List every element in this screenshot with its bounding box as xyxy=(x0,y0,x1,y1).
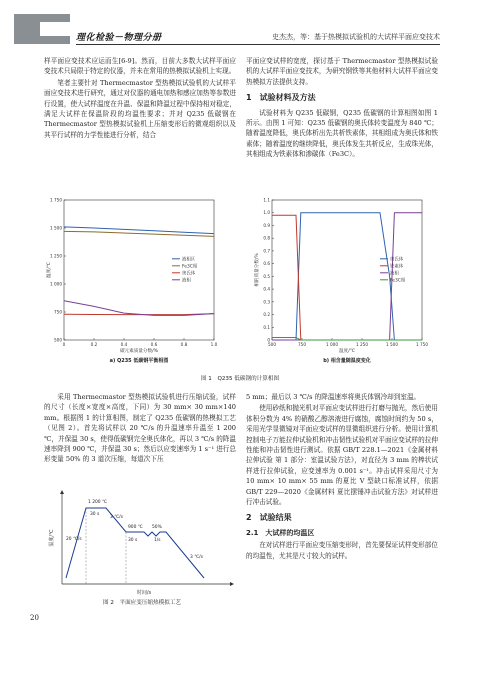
series-line xyxy=(272,213,422,340)
paragraph: 平面应变试样的宽度，探讨基于 Thermecmastor 型热模拟试验机的大试样平面应变技术，为研究钢铁等其他材料大试样平面应变热模拟方法提供支持。 xyxy=(246,57,438,86)
figure-2-caption: 图 2 平面应变压缩热模拟工艺 xyxy=(102,600,182,606)
figure-1 xyxy=(44,194,436,384)
series-line xyxy=(272,213,394,340)
series-line xyxy=(64,301,214,316)
figure-2-diagram xyxy=(44,488,240,600)
header-rule xyxy=(76,44,440,45)
x-tick-label: 0.6 xyxy=(150,342,158,347)
plot-frame xyxy=(64,200,214,340)
x-tick-label: 0.2 xyxy=(90,342,98,347)
y-tick-label: 500 xyxy=(54,337,62,343)
chart-panel-b xyxy=(253,198,428,365)
y-axis-arrow xyxy=(60,490,64,494)
series-line xyxy=(64,227,214,234)
y-tick-label: 0.3 xyxy=(263,299,270,305)
x-tick-label: 0.8 xyxy=(180,342,188,347)
legend-label: Fe3C相 xyxy=(390,278,406,284)
x-tick-label: 1 250 xyxy=(356,342,368,347)
y-tick-label: 0.1 xyxy=(263,324,270,330)
x-axis-label: 温度/℃ xyxy=(339,349,355,354)
legend-label: 奥氏体 xyxy=(182,271,196,277)
right-column-top xyxy=(246,56,438,161)
label-hold1: 30 s xyxy=(90,512,100,517)
paragraph: 试验材料为 Q235 低碳钢，Q235 低碳钢的计算相图如图 1 所示。由图 1 可知：Q235 低碳钢的奥氏体转变温度为 840 ℃；随着温度降低，奥氏体析出先共析铁素体，其相组成为奥氏体和铁素体；随着温度的继续降低，奥氏体发生共析反应，生成珠光体，其相组成为铁素体和渗碳体（Fe3C）。 xyxy=(246,108,438,159)
y-tick-label: 0.2 xyxy=(263,312,270,318)
y-tick-label: 0.9 xyxy=(263,222,270,228)
x-axis-label: 碳元素质量分数/% xyxy=(119,349,159,354)
y-tick-label: 1 000 xyxy=(50,281,62,287)
y-axis-label: 相的质量分数/% xyxy=(255,253,260,287)
y-tick-label: 0 xyxy=(267,337,270,343)
label-strain-rate: 1/s xyxy=(154,538,161,543)
paragraph: 笔者主要针对 Thermecmastor 型热模拟试验机的大试样平面应变技术进行研究，通过对仪器的通电加热和感应加热等参数进行设置，使大试样温度在升温、保温和降温过程中保持相对稳定，满足大试样在保温阶段的均温性要求；并对 Q235 低碳钢在 Thermecmastor 型热模拟试验机上压缩变形后的微观组织以及其平行试样的力学性能进行分析，结合 xyxy=(44,78,236,139)
left-column-top xyxy=(44,56,236,141)
subfigure-label: b) 相含量随温度变化 xyxy=(323,358,371,364)
y-tick-label: 1.1 xyxy=(263,197,270,203)
left-column-middle xyxy=(44,392,236,466)
section-heading: 2 试验结果 xyxy=(246,513,292,523)
page-header xyxy=(0,0,480,52)
y-tick-label: 0.7 xyxy=(263,248,270,254)
y-axis-label: 温度/℃ xyxy=(47,262,52,278)
page-number: 20 xyxy=(30,614,39,622)
journal-title: 理化检验－物理分册 xyxy=(76,33,162,43)
x-axis-label: 时间/s xyxy=(136,590,152,596)
paragraph: 在对试样进行平面应变压缩变形时，首先要保证试样变形部位的均温性，尤其是尺寸较大的试样。 xyxy=(246,541,438,560)
y-tick-label: 0.5 xyxy=(263,273,270,279)
label-900: 900 ℃ xyxy=(128,525,143,530)
label-cool-rate: 3 ℃/s xyxy=(190,555,203,560)
journal-logo-notch xyxy=(40,22,70,36)
subfigure-label: a) Q235 低碳钢平衡相图 xyxy=(109,358,169,364)
legend-label: 铁素体 xyxy=(390,264,404,270)
process-profile xyxy=(66,508,204,578)
x-tick-label: 0 xyxy=(62,342,66,347)
y-tick-label: 0.6 xyxy=(263,261,270,267)
label-heat-rate: 20 ℃/s xyxy=(66,537,82,542)
right-column-middle xyxy=(246,392,438,562)
label-strain: 50% xyxy=(152,525,162,530)
y-tick-label: 0.4 xyxy=(263,286,270,292)
y-tick-label: 750 xyxy=(54,309,62,315)
x-tick-label: 1.0 xyxy=(210,342,218,347)
legend-label: 液相 xyxy=(182,278,191,284)
x-tick-label: 1 000 xyxy=(326,342,338,347)
y-tick-label: 1 750 xyxy=(50,197,62,203)
x-tick-label: 1 750 xyxy=(416,342,428,347)
plot-frame xyxy=(272,200,422,340)
subsection-heading: 2.1 大试样的均温区 xyxy=(246,528,315,537)
paragraph: 5 mm；最后以 3 ℃/s 的降温速率将奥氏体钢冷却到室温。 xyxy=(246,393,421,401)
x-tick-label: 1 500 xyxy=(386,342,398,347)
y-axis-label: 温度/℃ xyxy=(49,529,55,547)
x-tick-label: 750 xyxy=(298,342,306,347)
legend-label: 液相区 xyxy=(182,257,196,263)
paragraph: 使用砂纸和抛光机对平面应变试样进行打磨与抛光，然后使用体积分数为 4% 的硝酸乙醇溶液进行腐蚀，腐蚀时间约为 50 s，采用光学显微镜对平面应变试样的显微组织进行分析。使用计算机控制电子万能拉伸试验机和冲击韧性试验机对平面应变试样的拉伸性能和冲击韧性进行测试。依据 GB/T 228.1—2021《金属材料 拉伸试验 第 1 部分：室温试验方法》，对直径为 3 mm 的棒状试样进行拉伸试验，应变速率为 0.001 s⁻¹。冲击试样采用尺寸为 10 mm× 10 mm× 55 mm 的夏比 V 型缺口标准试样，依据 GB/T 229—2020《金属材料 夏比摆锤冲击试验方法》对试样进行冲击试验。 xyxy=(246,404,438,507)
paragraph: 样平面应变技术应运而生[6-9]。然而，目前大多数大试样平面应变技术只局限于特定的仪器，并未在常用的热模拟试验机上实现。 xyxy=(44,57,236,76)
y-tick-label: 1 500 xyxy=(50,225,62,231)
chart-panel-a xyxy=(45,198,218,365)
label-1200: 1 200 ℃ xyxy=(88,500,107,505)
legend-label: 奥氏体 xyxy=(390,257,404,263)
label-rate1: 3 ℃/s xyxy=(110,515,123,520)
legend-label: 液相 xyxy=(390,271,399,277)
figure-1-chart xyxy=(44,194,436,384)
x-tick-label: 0.4 xyxy=(120,342,128,347)
x-axis-arrow xyxy=(230,582,234,586)
figure-2 xyxy=(44,488,240,608)
y-tick-label: 1 250 xyxy=(50,253,62,259)
section-heading: 1 试验材料及方法 xyxy=(246,93,316,103)
legend-label: Fe3C相 xyxy=(182,264,198,270)
figure-1-caption: 图 1 Q235 低碳钢的计算相图 xyxy=(200,376,280,382)
paragraph: 采用 Thermecmastor 型热模拟试验机进行压缩试验，试样的尺寸（长度×宽度×高度，下同）为 30 mm× 30 mm×140 mm。根据图 1 的计算相图，制定了 Q235 低碳钢的热模拟工艺（见图 2）。首先将试样以 20 ℃/s 的升温速率升温至 1 200 ℃，并保温 30 s，使得低碳钢完全奥氏体化，再以 3 ℃/s 的降温速率降到 900 ℃，并保温 30 s；然后以应变速率为 1 s⁻¹ 进行总形变量 50% 的 3 道次压缩，每道次下压 xyxy=(44,393,236,464)
running-title: 史杰杰，等：基于热模拟试验机的大试样平面应变技术 xyxy=(272,33,440,41)
x-tick-label: 500 xyxy=(268,342,276,347)
y-tick-label: 1.0 xyxy=(263,210,270,216)
y-tick-label: 0.8 xyxy=(263,235,270,241)
label-hold2: 30 s xyxy=(128,538,138,543)
